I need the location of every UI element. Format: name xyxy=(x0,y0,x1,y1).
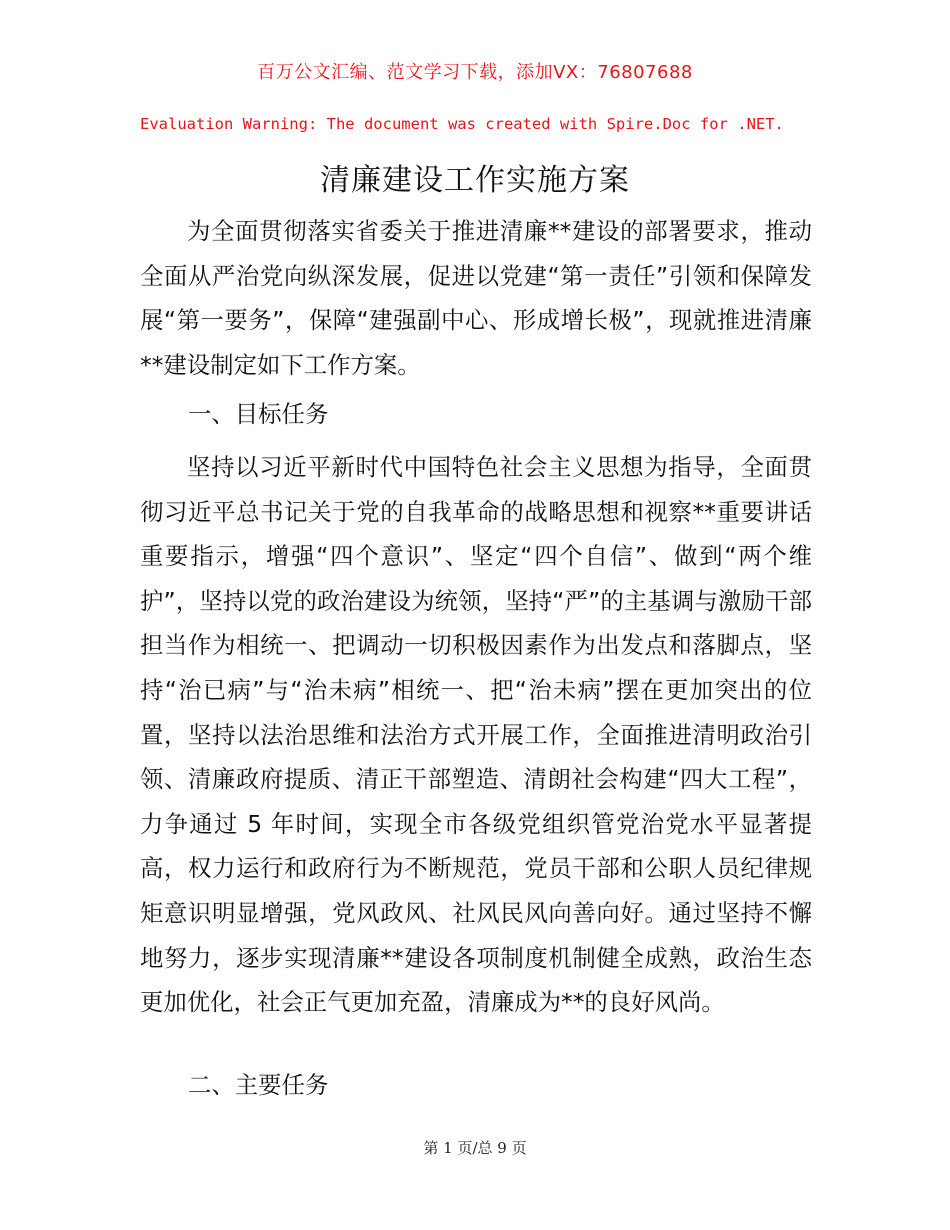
page-title: 清廉建设工作实施方案 xyxy=(320,163,630,198)
page-number: 第 1 页/总 9 页 xyxy=(423,1139,527,1157)
section-heading-goals: 一、目标任务 xyxy=(188,400,329,428)
promo-banner: 百万公文汇编、范文学习下载，添加VX：76807688 xyxy=(257,62,693,83)
evaluation-warning: Evaluation Warning: The document was created with Spire.Doc for .NET. xyxy=(140,115,784,133)
intro-paragraph: 为全面贯彻落实省委关于推进清廉**建设的部署要求，推动全面从严治党向纵深发展，促进以党建“第一责任”引领和保障发展“第一要务”，保障“建强副中心、形成增长极”，现就推进清廉**建设制定如下工作方案。 xyxy=(140,217,812,379)
goals-paragraph: 坚持以习近平新时代中国特色社会主义思想为指导，全面贯彻习近平总书记关于党的自我革命的战略思想和视察**重要讲话重要指示，增强“四个意识”、坚定“四个自信”、做到“两个维护”，坚持以党的政治建设为统领，坚持“严”的主基调与激励干部担当作为相统一、把调动一切积极因素作为出发点和落脚点，坚持“治已病”与“治未病”相统一、把“治未病”摆在更加突出的位置，坚持以法治思维和法治方式开展工作，全面推进清明政治引领、清廉政府提质、清正干部塑造、清朗社会构建“四大工程”，力争通过 5 年时间，实现全市各级党组织管党治党水平显著提高，权力运行和政府行为不断规范，党员干部和公职人员纪律规矩意识明显增强，党风政风、社风民风向善向好。通过坚持不懈地努力，逐步实现清廉**建设各项制度机制健全成熟，政治生态更加优化，社会正气更加充盈，清廉成为**的良好风尚。 xyxy=(140,453,812,1017)
section-heading-main-tasks: 二、主要任务 xyxy=(188,1071,329,1099)
